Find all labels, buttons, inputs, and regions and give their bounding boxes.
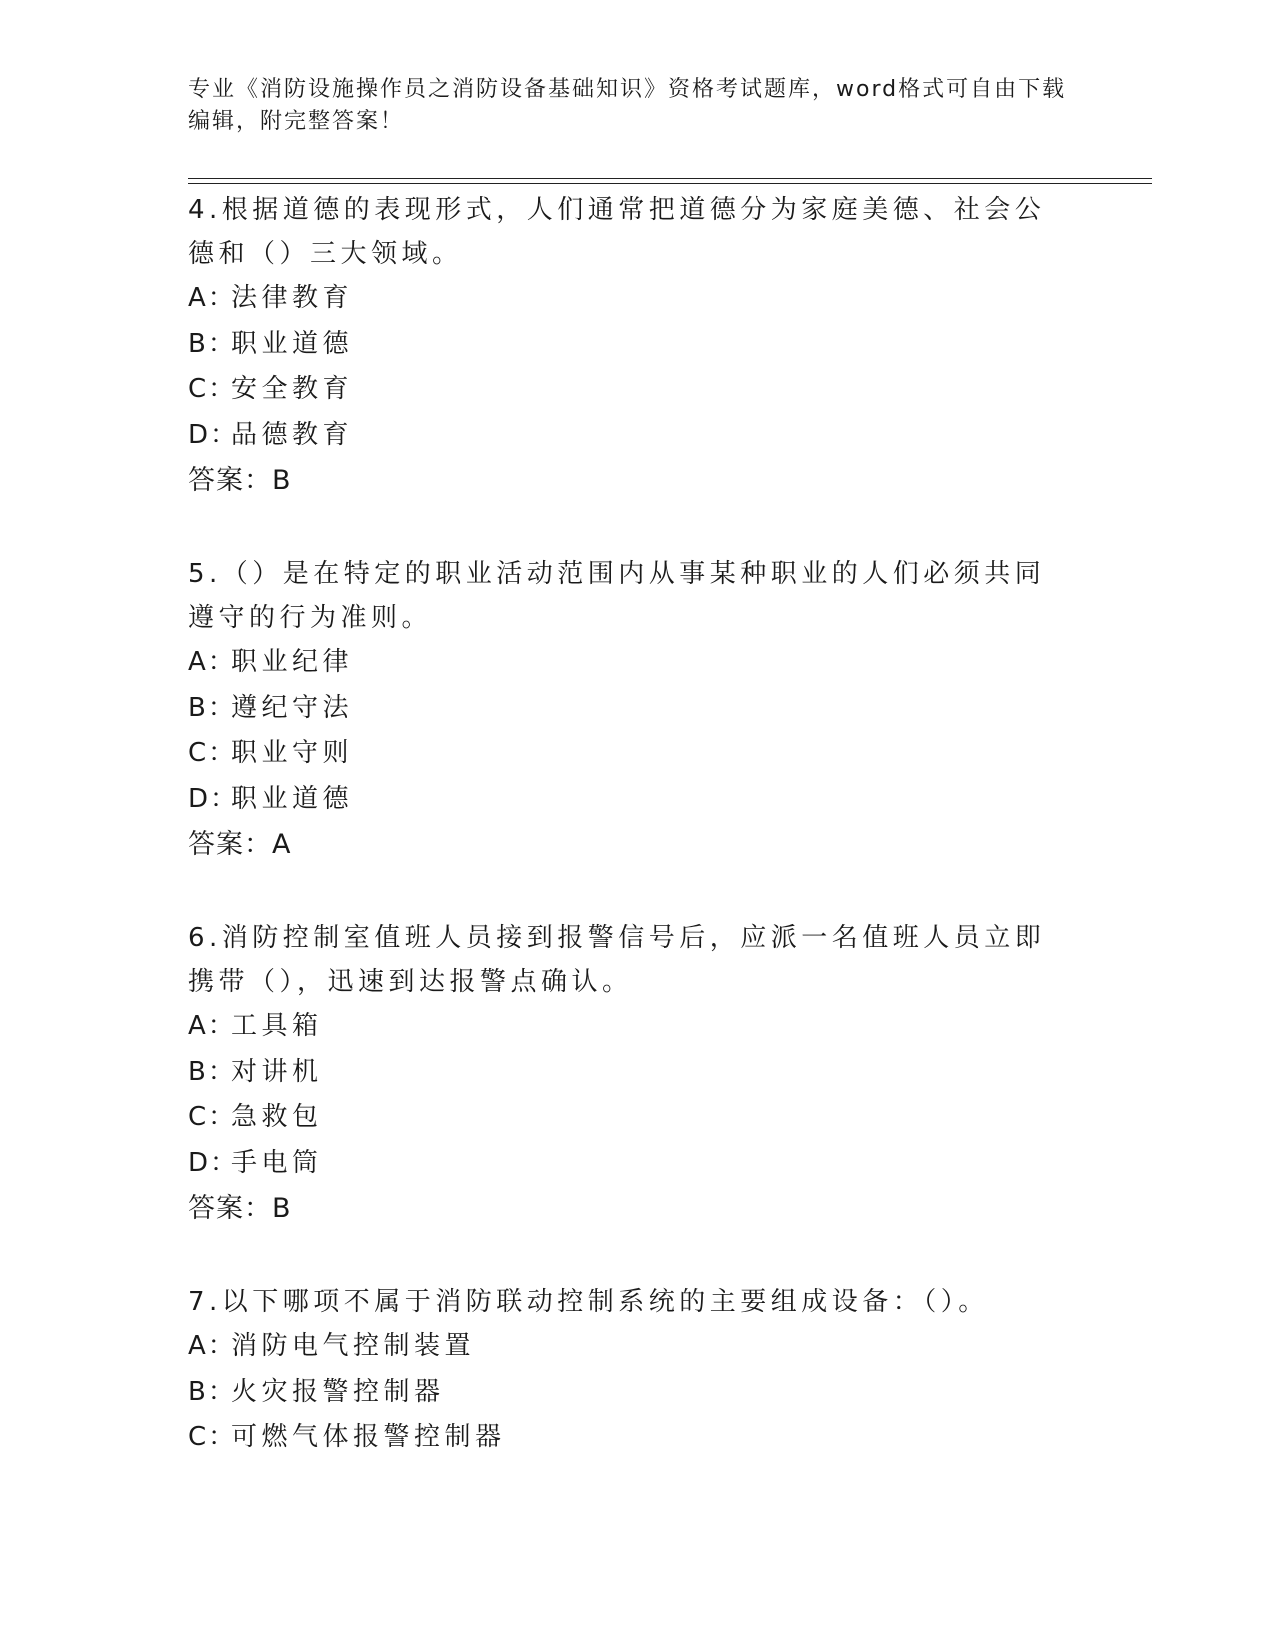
option-key: C： xyxy=(188,1102,237,1132)
option-c xyxy=(188,1095,1068,1141)
question-4 xyxy=(188,188,1068,504)
option-a xyxy=(188,640,1068,686)
question-stem: 7.以下哪项不属于消防联动控制系统的主要组成设备：（）。 xyxy=(188,1287,989,1317)
header-divider-top xyxy=(188,178,1152,179)
answer-line: 答案：B xyxy=(188,1193,292,1224)
question-6 xyxy=(188,916,1068,1232)
question-stem: 4.根据道德的表现形式，人们通常把道德分为家庭美德、社会公德和（）三大领域。 xyxy=(188,195,1046,269)
question-stem: 6.消防控制室值班人员接到报警信号后，应派一名值班人员立即携带（），迅速到达报警点确认。 xyxy=(188,923,1046,997)
option-text: 可燃气体报警控制器 xyxy=(231,1422,506,1452)
option-key: C： xyxy=(188,374,237,404)
option-b xyxy=(188,1370,1068,1416)
option-d xyxy=(188,413,1068,459)
option-text: 工具箱 xyxy=(231,1011,323,1041)
option-c xyxy=(188,367,1068,413)
option-text: 职业纪律 xyxy=(231,647,354,677)
option-d xyxy=(188,1141,1068,1187)
option-b xyxy=(188,322,1068,368)
question-stem: 5.（）是在特定的职业活动范围内从事某种职业的人们必须共同遵守的行为准则。 xyxy=(188,559,1046,633)
option-text: 安全教育 xyxy=(231,374,354,404)
option-key: D： xyxy=(188,1147,239,1178)
option-key: B： xyxy=(188,1056,236,1087)
header-divider-bottom xyxy=(188,183,1152,184)
option-text: 手电筒 xyxy=(231,1147,323,1178)
option-text: 法律教育 xyxy=(231,283,354,313)
document-header: 专业《消防设施操作员之消防设备基础知识》资格考试题库，word格式可自由下载编辑，附完整答案！ xyxy=(188,77,1067,134)
option-c xyxy=(188,1415,1068,1461)
option-b xyxy=(188,686,1068,732)
option-text: 对讲机 xyxy=(231,1056,323,1087)
option-key: B： xyxy=(188,692,236,723)
option-text: 职业守则 xyxy=(231,738,354,768)
question-5 xyxy=(188,552,1068,868)
option-key: A： xyxy=(188,1331,236,1361)
option-key: A： xyxy=(188,283,236,313)
option-a xyxy=(188,276,1068,322)
option-a xyxy=(188,1004,1068,1050)
option-text: 消防电气控制装置 xyxy=(231,1331,476,1361)
option-key: A： xyxy=(188,647,236,677)
option-text: 职业道德 xyxy=(231,783,354,814)
option-key: D： xyxy=(188,783,239,814)
option-key: C： xyxy=(188,1422,237,1452)
option-text: 遵纪守法 xyxy=(231,692,354,723)
option-key: A： xyxy=(188,1011,236,1041)
option-b xyxy=(188,1050,1068,1096)
question-7 xyxy=(188,1280,1068,1461)
option-key: B： xyxy=(188,1376,236,1407)
option-text: 火灾报警控制器 xyxy=(231,1376,445,1407)
option-text: 职业道德 xyxy=(231,328,354,359)
option-d xyxy=(188,777,1068,823)
option-key: C： xyxy=(188,738,237,768)
answer-line: 答案：B xyxy=(188,465,292,496)
answer-line: 答案：A xyxy=(188,829,292,860)
option-a xyxy=(188,1324,1068,1370)
option-c xyxy=(188,731,1068,777)
option-key: D： xyxy=(188,419,239,450)
option-text: 急救包 xyxy=(231,1102,323,1132)
option-text: 品德教育 xyxy=(231,419,354,450)
option-key: B： xyxy=(188,328,236,359)
